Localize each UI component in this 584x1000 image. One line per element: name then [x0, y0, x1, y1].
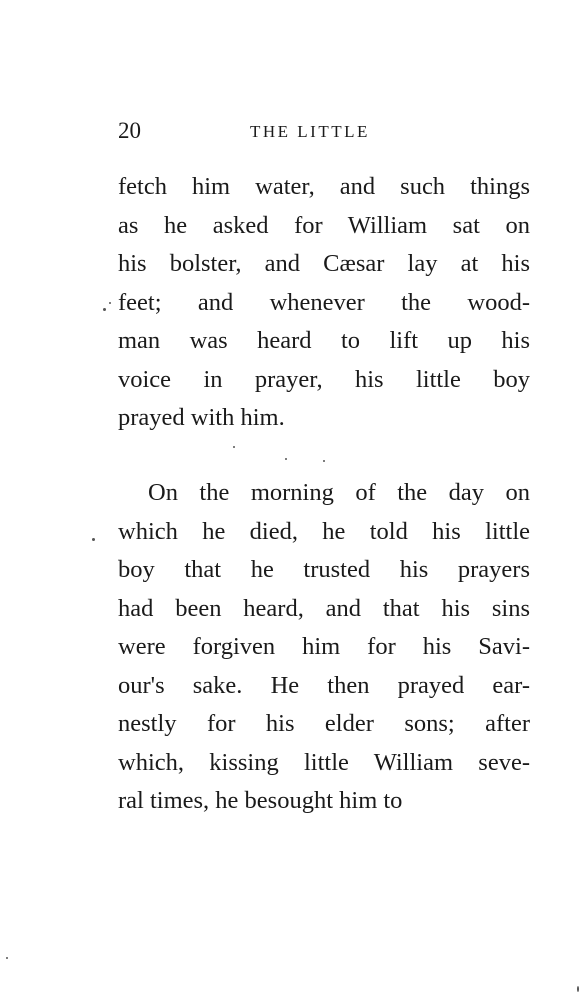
text-line: as he asked for William sat on	[118, 211, 530, 239]
text-line: which, kissing little William seve-	[118, 748, 530, 776]
text-line: were forgiven him for his Savi-	[118, 633, 530, 660]
scan-speck	[92, 538, 95, 541]
text-line: man was heard to lift up his	[118, 327, 530, 354]
paragraph-2	[118, 474, 530, 821]
text-line: On the morning of the day on	[148, 479, 530, 506]
scan-speck	[323, 460, 325, 462]
running-title: THE LITTLE	[250, 122, 370, 141]
text-line: prayed with him.	[118, 404, 285, 431]
text-line: fetch him water, and such things	[118, 173, 530, 200]
text-line: voice in prayer, his little boy	[118, 365, 530, 393]
scan-speck	[6, 957, 8, 959]
scan-speck	[233, 446, 235, 448]
text-line: boy that he trusted his prayers	[118, 556, 530, 583]
text-line: feet; and whenever the wood-	[118, 288, 530, 316]
running-head	[118, 118, 530, 148]
text-line: which he died, he told his little	[118, 517, 530, 545]
scan-speck	[109, 302, 111, 304]
paragraph-1	[118, 168, 530, 438]
text-line: his bolster, and Cæsar lay at his	[118, 250, 530, 277]
page-number: 20	[118, 118, 141, 143]
text-line: ral times, he besought him to	[118, 787, 403, 814]
scan-speck	[103, 308, 106, 311]
text-line: had been heard, and that his sins	[118, 594, 530, 622]
scan-speck	[285, 458, 287, 460]
scan-speck	[577, 986, 579, 992]
text-line: nestly for his elder sons; after	[118, 710, 530, 737]
text-line: our's sake. He then prayed ear-	[118, 671, 530, 699]
